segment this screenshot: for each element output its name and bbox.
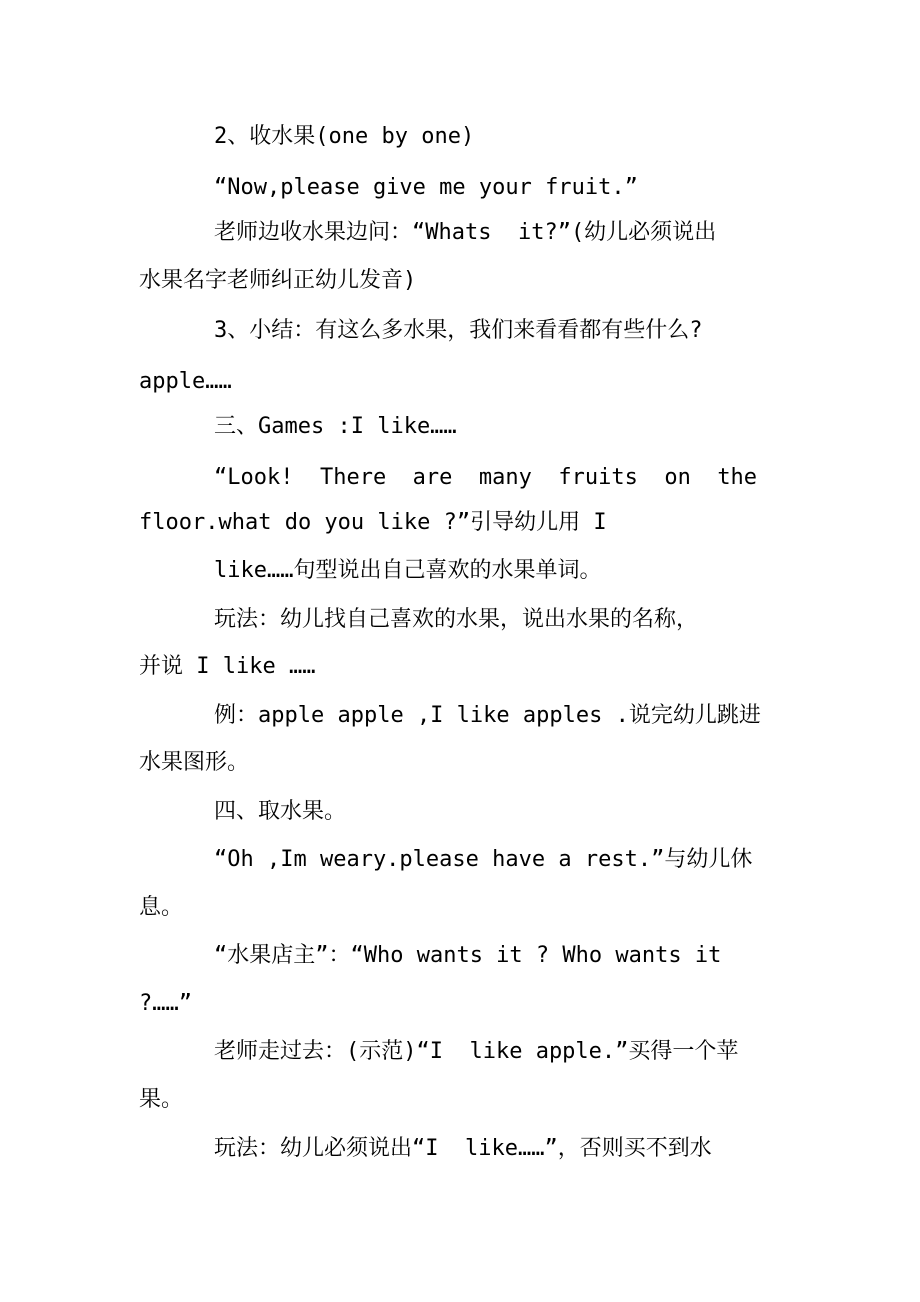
section-heading-collect-fruit: 2、收水果(one by one) — [214, 124, 475, 149]
paragraph-line: 例：apple apple ,I like apples .说完幼儿跳进 — [214, 703, 761, 728]
paragraph-line: “水果店主”：“Who wants it ? Who wants it — [214, 943, 722, 968]
paragraph-line: 玩法：幼儿找自己喜欢的水果，说出水果的名称， — [214, 607, 699, 632]
paragraph-line: 玩法：幼儿必须说出“I like……”，否则买不到水 — [214, 1136, 712, 1161]
paragraph-line: 息。 — [139, 895, 184, 920]
paragraph-line: “Look! There are many fruits on the — [214, 465, 758, 490]
paragraph-line: apple…… — [139, 369, 232, 394]
paragraph-line: “Now,please give me your fruit.” — [214, 175, 638, 200]
paragraph-line: 水果名字老师纠正幼儿发音) — [139, 268, 417, 293]
paragraph-line: 果。 — [139, 1087, 184, 1112]
paragraph-line: 水果图形。 — [139, 750, 250, 775]
section-heading-summary: 3、小结：有这么多水果，我们来看看都有些什么? — [214, 318, 703, 343]
paragraph-line: ?……” — [139, 991, 192, 1016]
paragraph-line: “Oh ,Im weary.please have a rest.”与幼儿休 — [214, 847, 753, 872]
paragraph-line: like……句型说出自己喜欢的水果单词。 — [214, 558, 602, 583]
paragraph-line: floor.what do you like ?”引导幼儿用 I — [139, 510, 607, 535]
paragraph-line: 老师走过去：(示范)“I like apple.”买得一个苹 — [214, 1039, 739, 1064]
section-heading-take-fruit: 四、取水果。 — [214, 799, 347, 824]
paragraph-line: 老师边收水果边问：“Whats it?”(幼儿必须说出 — [214, 220, 717, 245]
section-heading-games: 三、Games :I like…… — [214, 414, 457, 439]
paragraph-line: 并说 I like …… — [139, 654, 316, 679]
